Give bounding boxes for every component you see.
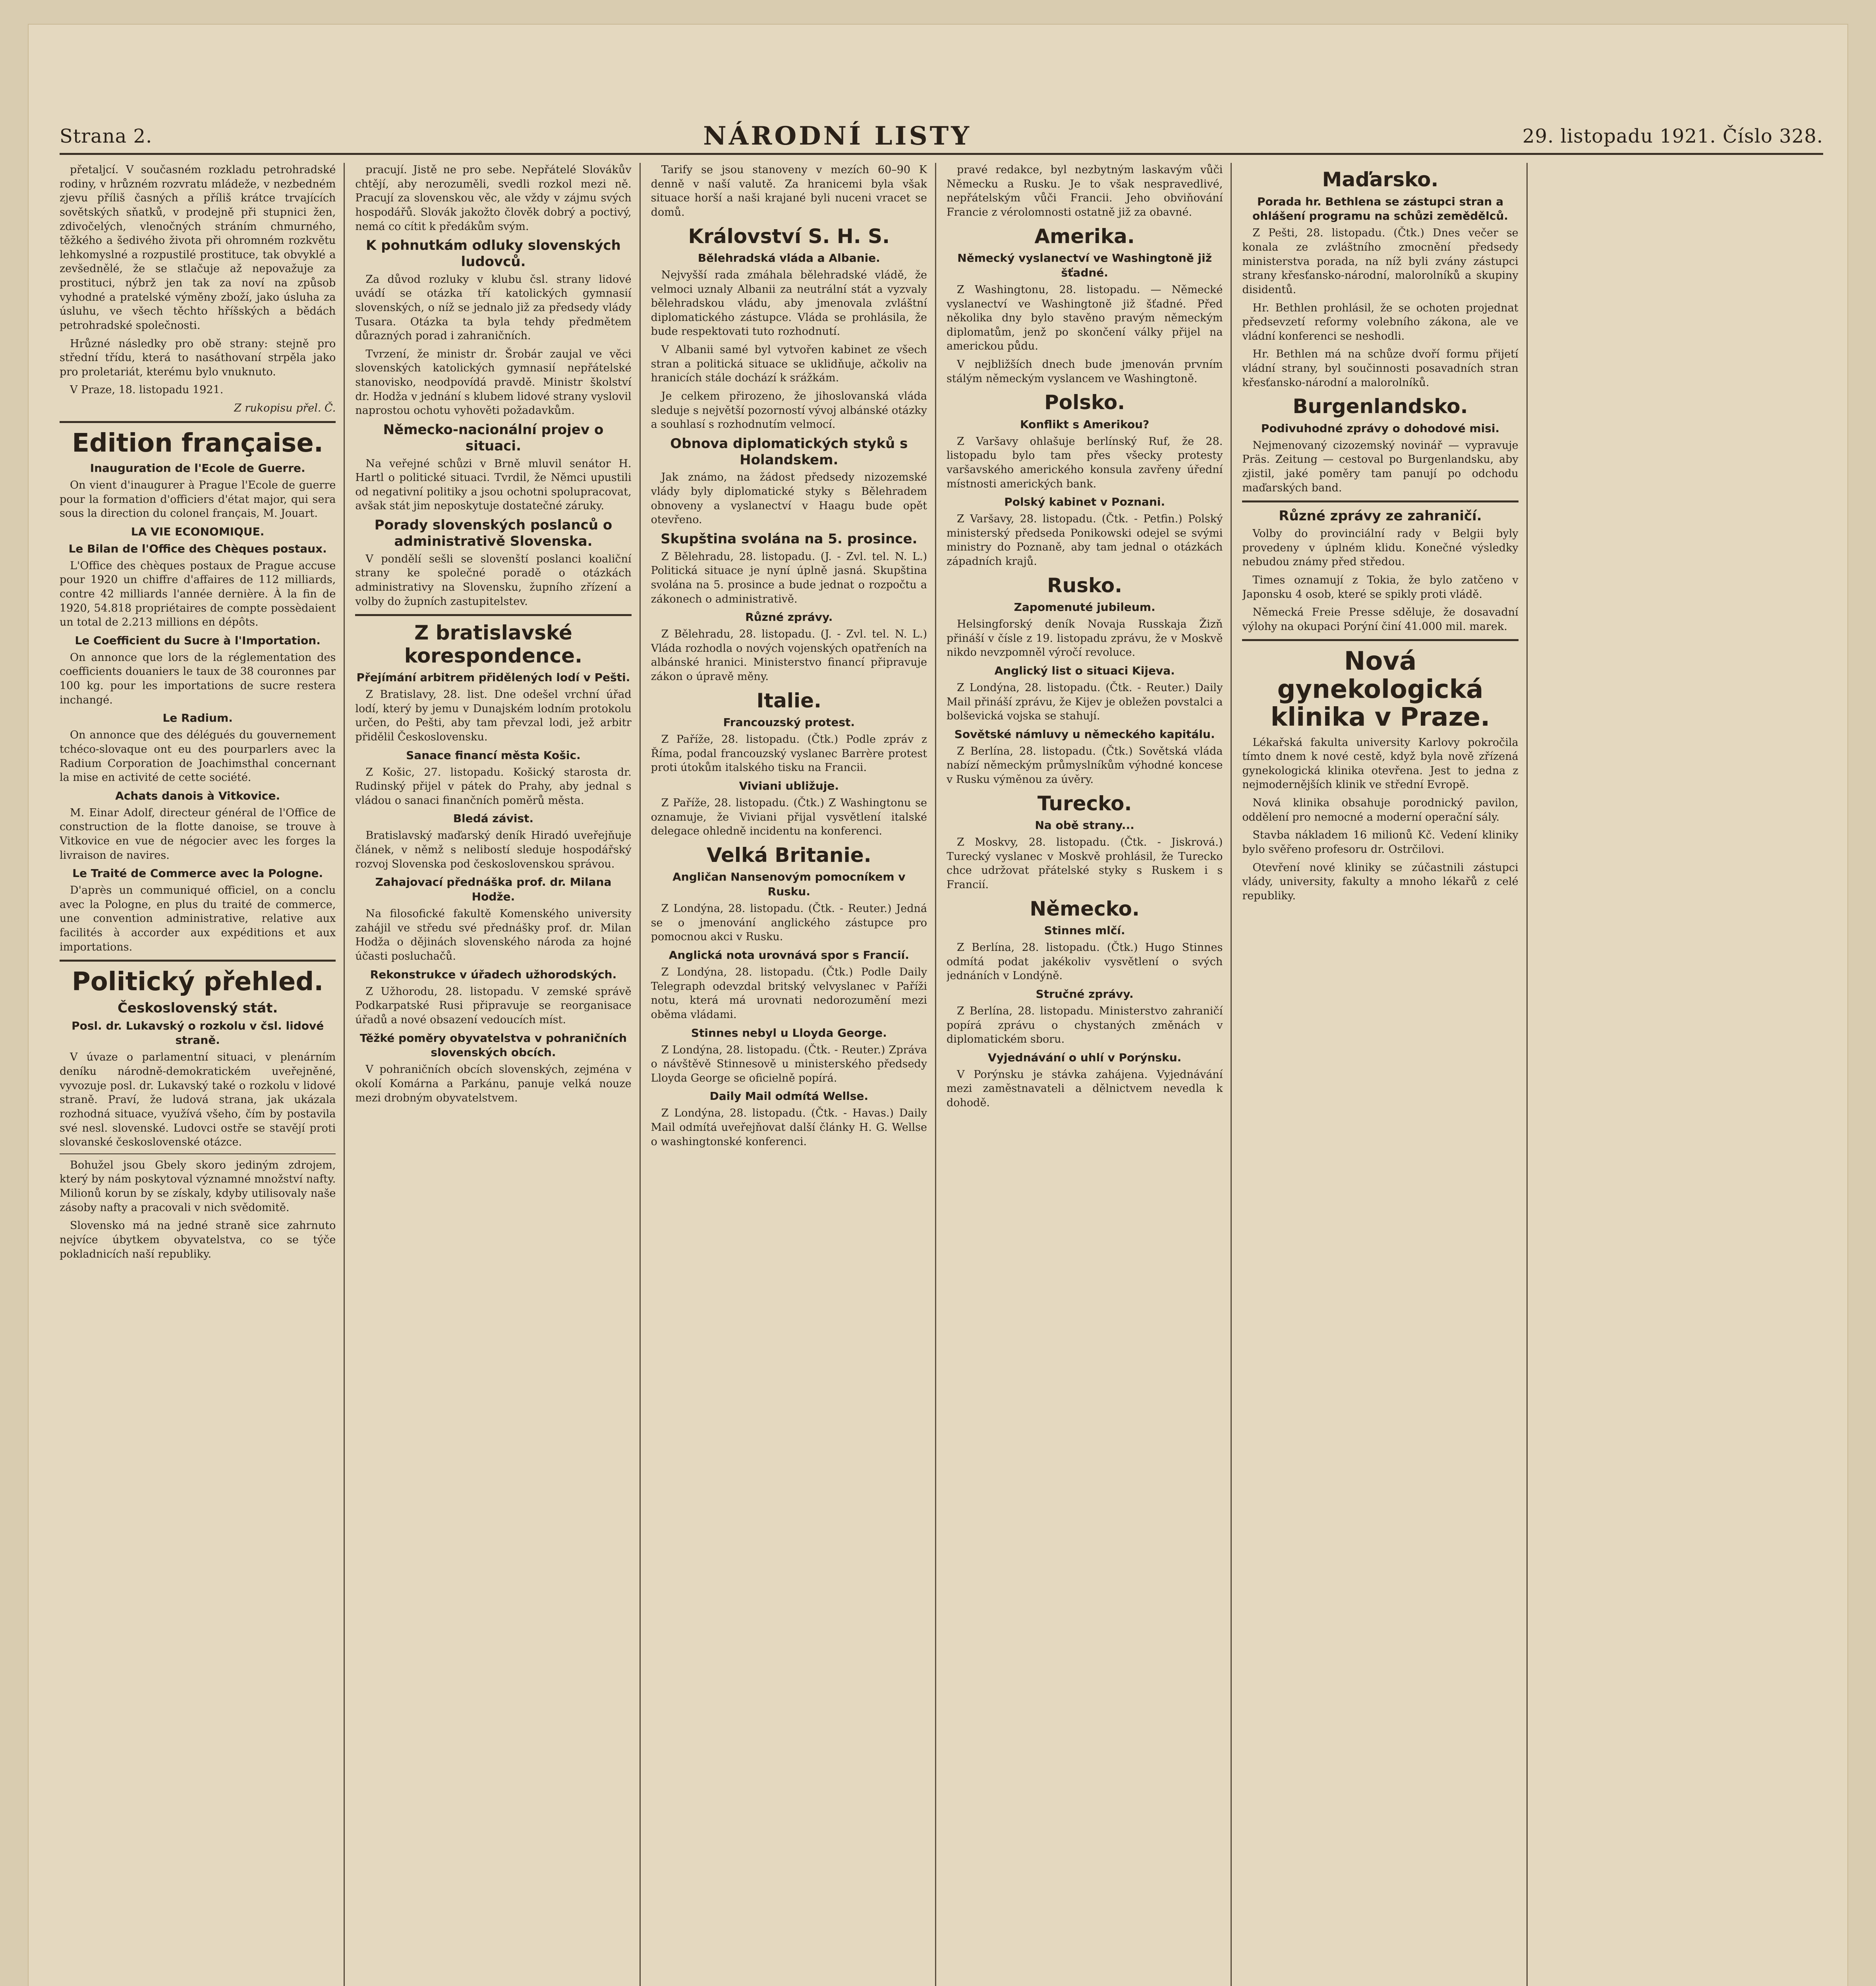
article-heading: Těžké poměry obyvatelstva v pohraničních slovenských obcích. xyxy=(359,1031,627,1059)
article-heading: LA VIE ECONOMIQUE. xyxy=(131,525,265,538)
section-heading: Maďarsko. xyxy=(1322,168,1439,191)
article-text: Z Londýna, 28. listopadu. (Čtk. - Reuter.) Daily Mail přináší zprávu, že Kijev je obležen povstalci a bolševická vojska se stahují. xyxy=(946,681,1223,723)
article-text: V pohraničních obcích slovenských, zejména v okolí Komárna a Parkánu, panuje velká nouze mezi drobným obyvatelstvem. xyxy=(355,1063,632,1104)
article-text: Hrůzné následky pro obě strany: stejně pro střední třídu, která to nasáthovaní strpěla jako pro proletariát, kterému bylo vnuknuto. xyxy=(60,337,336,378)
article-heading: Daily Mail odmítá Wellse. xyxy=(709,1090,869,1103)
divider xyxy=(355,614,631,616)
divider xyxy=(60,960,336,962)
article-text: Helsingforský deník Novaja Russkaja Žizň přináší v čísle z 19. listopadu zprávu, že v Moskvě nikdo nevzpomněl výročí revoluce. xyxy=(946,618,1223,659)
article-text: Z Bratislavy, 28. list. Dne odešel vrchní úřad lodí, který by jemu v Dunajském lodním protokolu určen, do Pešti, aby tam převzal lodi, jež arbitr přidělil Československu. xyxy=(355,688,632,743)
article-text: On annonce que des délégués du gouvernement tchéco-slovaque ont eu des pourparlers avec la Radium Corporation de Joachimsthal concernant la mise en activité de cette société. xyxy=(60,729,336,784)
article-heading: Konflikt s Amerikou? xyxy=(1020,417,1150,431)
article-heading: Polský kabinet v Poznani. xyxy=(1004,495,1165,509)
article-text: D'après un communiqué officiel, on a conclu avec la Pologne, en plus du traité de commerce, une convention administrative, relative aux facilités à accorder aux expéditions et aux importations. xyxy=(60,884,336,953)
section-heading: Amerika. xyxy=(1034,224,1135,248)
article-heading: Sanace financí města Košic. xyxy=(406,748,581,762)
column-5 xyxy=(1242,163,1527,1986)
article-heading: Bělehradská vláda a Albanie. xyxy=(697,251,880,265)
article-text: Z Bělehradu, 28. listopadu. (J. - Zvl. tel. N. L.) Politická situace je nyní úplně jasná. Skupština svolána na 5. prosince a bude jednat o rozpočtu a zákonech o administrativě. xyxy=(651,550,927,605)
section-heading: Nová gynekologická klinika v Praze. xyxy=(1270,647,1490,732)
article-heading: Na obě strany... xyxy=(1035,819,1134,832)
column-1 xyxy=(60,163,345,1986)
article-heading: Podivuhodné zprávy o dohodové misi. xyxy=(1261,421,1500,435)
article-text: Z Užhorodu, 28. listopadu. V zemské správě Podkarpatské Rusi připravuje se reorganisace úřadů a nové obsazení vedoucích míst. xyxy=(355,985,632,1026)
article-heading: Francouzský protest. xyxy=(723,716,855,729)
article-heading: Vyjednávání o uhlí v Porýnsku. xyxy=(988,1051,1182,1064)
article-text: Z Pešti, 28. listopadu. (Čtk.) Dnes večer se konala ze zvláštního zmocnění předsedy ministerstva porada, na níž byli zvány zástupci strany křesťansko-národní, malorolníků a skupiny disidentů. xyxy=(1242,227,1519,296)
divider xyxy=(1242,639,1518,641)
section-heading: Různé zprávy ze zahraničí. xyxy=(1279,508,1482,524)
article-heading: Anglická nota urovnává spor s Francií. xyxy=(668,949,909,962)
article-heading: Sovětské námluvy u německého kapitálu. xyxy=(954,727,1215,741)
article-text: Lékařská fakulta university Karlovy pokročila tímto dnem k nové cestě, když byla nově zřízená gynekologická klinika otevřena. Jest to jedna z nejmodernějších klinik ve střední Evropě. xyxy=(1242,736,1519,791)
section-heading: Burgenlandsko. xyxy=(1293,395,1468,418)
article-text: pracují. Jistě ne pro sebe. Nepřátelé Slovákův chtějí, aby nerozuměli, svedli rozkol mezi ně. Pracují za slovenskou věc, ale vždy v zájmu svých hospodářů. Slovák jakožto člověk dobrý a poctivý, nemá co cítit k předákům svým. xyxy=(355,164,632,233)
article-text: V pondělí sešli se slovenští poslanci koaliční strany ke společné poradě o otázkách administrativy na Slovensku, župního zřízení a volby do župních zastupitelstev. xyxy=(355,553,632,608)
column-2 xyxy=(355,163,640,1986)
section-heading: Z bratislavské korespondence. xyxy=(404,621,583,667)
article-heading: Viviani ubližuje. xyxy=(739,779,839,792)
article-text: Z Paříže, 28. listopadu. (Čtk.) Podle zpráv z Říma, podal francouzský vyslanec Barrère protest proti útokům italského tisku na Francii. xyxy=(651,733,927,774)
article-heading: Stinnes mlčí. xyxy=(1044,924,1125,937)
article-text: Z Bělehradu, 28. listopadu. (J. - Zvl. tel. N. L.) Vláda rozhodla o nových vojenských opatřeních na albánské hranici. Ministerstvo financí připravuje zákon o úpravě měny. xyxy=(651,628,927,683)
issue-date: 29. listopadu 1921. Číslo 328. xyxy=(1522,125,1823,147)
column-3 xyxy=(651,163,936,1986)
article-dateline: V Praze, 18. listopadu 1921. xyxy=(70,384,224,396)
article-text: Německá Freie Presse sděluje, že dosavadní výlohy na okupaci Porýní činí 41.000 mil. marek. xyxy=(1242,606,1519,633)
article-heading: Porady slovenských poslanců o administrativě Slovenska. xyxy=(374,517,612,549)
article-text: V Albanii samé byl vytvořen kabinet ze všech stran a politická situace se uklidňuje, ačkoliv na hranicích stále dochází k srážkám. xyxy=(651,344,927,384)
article-text: M. Einar Adolf, directeur général de l'Office de construction de la flotte danoise, se trouve à Vitkovice en vue de négocier avec les forges la livraison de navires. xyxy=(60,806,336,862)
article-text: Z Berlína, 28. listopadu. (Čtk.) Hugo Stinnes odmítá podat jakékoliv vysvětlení o svých jednáních v Londýně. xyxy=(946,941,1223,982)
article-text: Nejvyšší rada zmáhala bělehradské vládě, že velmoci uznaly Albanii za neutrální stát a vyzvaly bělehradskou vládu, aby jmenovala zvláštní diplomatického zástupce. Vláda se prohlásila, že bude respektovati tuto rozhodnutí. xyxy=(651,269,927,338)
article-heading: Achats danois à Vitkovice. xyxy=(115,789,280,802)
divider xyxy=(60,421,336,423)
article-text: Jak známo, na žádost předsedy nizozemské vlády byly diplomatické styky s Bělehradem obnoveny a vyslanectví v Haagu bude opět otevřeno. xyxy=(651,471,927,526)
article-text: Tarify se jsou stanoveny v mezích 60–90 K denně v naší valutě. Za hranicemi byla však situace horší a naši krajané byli nuceni vracet se domů. xyxy=(651,164,927,218)
article-text: On vient d'inaugurer à Prague l'Ecole de guerre pour la formation d'officiers d'état major, qui sera sous la direction du colonel français, M. Jouart. xyxy=(60,479,336,520)
article-text: Z Varšavy ohlašuje berlínský Ruf, že 28. listopadu bylo tam přes všecky protesty varšavského amerického konsula zavřeny úřední místnosti amerických bank. xyxy=(946,435,1223,490)
article-heading: Rekonstrukce v úřadech užhorodských. xyxy=(370,968,617,981)
article-heading: Skupština svolána na 5. prosince. xyxy=(661,531,918,547)
article-heading: K pohnutkám odluky slovenských ludovců. xyxy=(366,238,621,270)
section-subheading: Československý stát. xyxy=(117,1000,278,1016)
article-text: Z Londýna, 28. listopadu. (Čtk. - Havas.) Daily Mail odmítá uveřejňovat další články H. G. Wellse o washingtonské konferenci. xyxy=(651,1107,927,1148)
column-6 xyxy=(1538,163,1823,1986)
article-text: Je celkem přirozeno, že jihoslovanská vláda sleduje s největší pozorností vývoj albánské otázky a souhlasí s rozhodnutím velmocí. xyxy=(651,390,927,431)
article-heading: Le Radium. xyxy=(162,711,233,725)
newspaper-title: NÁRODNÍ LISTY xyxy=(703,121,972,151)
article-heading: Anglický list o situaci Kijeva. xyxy=(994,664,1175,678)
article-heading: Stručné zprávy. xyxy=(1036,987,1134,1001)
article-heading: Le Coefficient du Sucre à l'Importation. xyxy=(75,634,321,647)
article-text: Otevření nové kliniky se zúčastnili zástupci vlády, university, fakulty a mnoho lékařů z celé republiky. xyxy=(1242,861,1519,902)
article-text: Bohužel jsou Gbely skoro jediným zdrojem, který by nám poskytoval významné množství nafty. Milionů korun by se získaly, kdyby utilisovaly naše zásoby nafty a pracovali v nich svědomitě. xyxy=(60,1159,336,1214)
article-text: Volby do provinciální rady v Belgii byly provedeny v úplném klidu. Konečné výsledky nebudou známy před středou. xyxy=(1242,527,1519,568)
article-text: Z Košic, 27. listopadu. Košický starosta dr. Rudinský přijel v pátek do Prahy, aby jednal s vládou o sanaci finančních poměrů města. xyxy=(355,766,632,807)
article-text: Nová klinika obsahuje porodnický pavilon, oddělení pro nemocné a moderní operační sály. xyxy=(1242,797,1519,823)
article-text: Z Berlína, 28. listopadu. Ministerstvo zahraničí popírá zprávu o chystaných změnách v diplomatickém sboru. xyxy=(946,1005,1223,1046)
section-heading: Edition française. xyxy=(72,428,324,458)
article-text: V Porýnsku je stávka zahájena. Vyjednávání mezi zaměstnavateli a dělnictvem nevedla k dohodě. xyxy=(946,1068,1223,1109)
article-text: Nejmenovaný cizozemský novinář — vypravuje Präs. Zeitung — cestoval po Burgenlandsku, aby zjistil, jaké poměry tam panují po odchodu maďarských band. xyxy=(1242,439,1519,494)
article-heading: Stinnes nebyl u Lloyda George. xyxy=(691,1026,887,1039)
article-text: Hr. Bethlen má na schůze dvoří formu přijetí vládní strany, byl součinnosti posavadních stran křesťansko-národní a malorolníků. xyxy=(1242,348,1519,389)
article-text: Z Londýna, 28. listopadu. (Čtk.) Podle Daily Telegraph odevzdal britský velvyslanec v Paříži notu, která má urovnati nedorozumění mezi oběma vládami. xyxy=(651,966,927,1021)
article-heading: Různé zprávy. xyxy=(745,610,833,624)
article-text: Stavba nákladem 16 milionů Kč. Vedení kliniky bylo svěřeno profesoru dr. Ostrčilovi. xyxy=(1242,829,1519,856)
article-heading: Le Traité de Commerce avec la Pologne. xyxy=(72,867,323,880)
article-text: pravé redakce, byl nezbytným laskavým vůči Německu a Rusku. Je to však nespravedlivé, nepřátelským vůči Francii. Jeho obviňování Francie z vérolomnosti ostatně již za obavné. xyxy=(946,164,1223,218)
article-heading: Posl. dr. Lukavský o rozkolu v čsl. lidové straně. xyxy=(71,1019,324,1047)
article-heading: Německý vyslanectví ve Washingtoně již šťadné. xyxy=(957,251,1212,279)
article-heading: Obnova diplomatických styků s Holandskem. xyxy=(670,435,908,468)
article-columns xyxy=(60,163,1823,1986)
article-heading: Le Bilan de l'Office des Chèques postaux. xyxy=(68,542,327,555)
section-heading: Německo. xyxy=(1030,897,1140,920)
article-heading: Inauguration de l'Ecole de Guerre. xyxy=(90,462,305,475)
article-text: Times oznamují z Tokia, že bylo zatčeno v Japonsku 4 osob, které se spikly proti vládě. xyxy=(1242,574,1519,601)
article-heading: Přejímání arbitrem přidělených lodí v Pešti. xyxy=(356,671,630,684)
masthead xyxy=(60,119,1823,155)
article-heading: Zapomenuté jubileum. xyxy=(1014,601,1155,614)
section-heading: Království S. H. S. xyxy=(688,224,890,248)
article-text: On annonce que lors de la réglementation des coefficients douaniers le taux de 38 couronnes par 100 kg. pour les importations de sucre restera inchangé. xyxy=(60,651,336,706)
article-heading: Porada hr. Bethlena se zástupci stran a ohlášení programu na schůzi zemědělců. xyxy=(1252,195,1508,223)
article-text: Z Londýna, 28. listopadu. (Čtk. - Reuter.) Jedná se o jmenování anglického zástupce pro pomocnou akci v Rusku. xyxy=(651,902,927,943)
section-heading: Velká Britanie. xyxy=(707,843,871,867)
article-text: Z Berlína, 28. listopadu. (Čtk.) Sovětská vláda nabízí německým průmyslníkům výhodné koncese v Rusku výměnou za úvěry. xyxy=(946,745,1223,786)
page-number: Strana 2. xyxy=(60,125,153,147)
article-text: Na veřejné schůzi v Brně mluvil senátor H. Hartl o politické situaci. Tvrdil, že Němci upustili od negativní politiky a jsou ochotni spolupracovat, avšak stát jim neposkytuje dostatečné záruky. xyxy=(355,457,632,512)
article-text: Za důvod rozluky v klubu čsl. strany lidové uvádí se otázka tří katolických gymnasií slovenských, o níž se jednalo již za předsedy vlády Tusara. Otázka ta byla tehdy předmětem důrazných porad i zahraničních. xyxy=(355,273,632,342)
article-text: Z Londýna, 28. listopadu. (Čtk. - Reuter.) Zpráva o návštěvě Stinnesově u ministerského předsedy Lloyda George se oficielně popírá. xyxy=(651,1043,927,1084)
section-heading: Italie. xyxy=(756,689,822,712)
section-heading: Politický přehled. xyxy=(71,967,324,997)
divider xyxy=(60,1153,336,1154)
article-text: Tvrzení, že ministr dr. Šrobár zaujal ve věci slovenských katolických gymnasií nepřátelské stanovisko, neodpovídá pravdě. Ministr školství dr. Hodža v jednání s klubem lidové strany vyslovil naprostou ochotu vyhověti požadavkům. xyxy=(355,348,632,417)
article-text: přetaljcí. V současném rozkladu petrohradské rodiny, v hrůzném rozvratu mládeže, v nezbedném zjevu příliš časných a příliš krátce trvajících sovětských sňatků, v prodejně při stupnici žen, zdivočelých, vlenočných stráním chmurného, těžkého a šedivého života při ohromném rozkvětu lehkomyslné a rozpustilé prostituce, tak obvyklé a zevšednělé, že se stlačuje až nepovažuje za prostituci, nýbrž jen tak za noví na způsob vyhodné a pratelské výměny zboží, jako úsluha za úsluhu, ve všech těchto hříšských a bědách petrohradské společnosti. xyxy=(60,164,336,332)
article-heading: Zahajovací přednáška prof. dr. Milana Hodže. xyxy=(375,875,612,904)
article-text: V úvaze o parlamentní situaci, v plenárním deníku národně-demokratickém uveřejněné, vyvozuje posl. dr. Lukavský také o rozkolu v lidové straně. Praví, že ludová strana, jak ukázala rozhodná situace, využívá všeho, čím by postavila své nesl. slovenské. Ludovci ostře se stavějí proti slovanské československé otázce. xyxy=(60,1051,336,1149)
divider xyxy=(1242,500,1518,502)
article-signature: Z rukopisu přel. Č. xyxy=(234,402,336,414)
article-heading: Bledá závist. xyxy=(453,812,534,825)
article-text: V nejbližších dnech bude jmenován prvním stálým německým vyslancem ve Washingtoně. xyxy=(946,358,1223,385)
article-text: Na filosofické fakultě Komenského university zahájil ve středu své přednášky prof. dr. Milan Hodža o dějinách slovenského národa za hojné účasti posluchačů. xyxy=(355,908,632,963)
article-text: Z Washingtonu, 28. listopadu. — Německé vyslanectví ve Washingtoně již šťadné. Před několika dny bylo stavěno pravým německým diplomatům, jenž po skončení války přijel na americkou půdu. xyxy=(946,283,1223,353)
article-heading: Německo-nacionální projev o situaci. xyxy=(383,421,604,454)
article-text: Bratislavský maďarský deník Hiradó uveřejňuje článek, v němž s nelibostí sleduje hospodářský rozvoj Slovenska pod československou správou. xyxy=(355,829,632,870)
column-4 xyxy=(947,163,1232,1986)
section-heading: Turecko. xyxy=(1037,792,1132,815)
article-text: Z Paříže, 28. listopadu. (Čtk.) Z Washingtonu se oznamuje, že Viviani přijal vysvětlení italské delegace ohledně incidentu na konferenci. xyxy=(651,796,927,838)
article-text: Z Varšavy, 28. listopadu. (Čtk. - Petfin.) Polský ministerský předseda Ponikowski odejel se svými ministry do Poznaně, aby tam jednal o otázkách západních krajů. xyxy=(946,513,1223,568)
section-heading: Rusko. xyxy=(1047,574,1123,597)
article-text: L'Office des chèques postaux de Prague accuse pour 1920 un chiffre d'affaires de 112 milliards, contre 42 milliards l'année dernière. À la fin de 1920, 54.818 propriétaires de compte possèdaient un total de 2.213 millions en dépôts. xyxy=(60,559,336,629)
section-heading: Polsko. xyxy=(1044,391,1125,414)
article-text: Z Moskvy, 28. listopadu. (Čtk. - Jiskrová.) Turecký vyslanec v Moskvě prohlásil, že Turecko chce udržovat přátelské styky s Ruskem i s Francií. xyxy=(946,836,1223,891)
article-heading: Angličan Nansenovým pomocníkem v Rusku. xyxy=(672,870,906,898)
article-text: Slovensko má na jedné straně sice zahrnuto nejvíce úbytkem obyvatelstva, co se týče pokladnicích naší republiky. xyxy=(60,1219,336,1260)
article-text: Hr. Bethlen prohlásil, že se ochoten projednat předsevzetí reformy volebního zákona, ale ve vládní konferenci se neshodli. xyxy=(1242,301,1519,342)
